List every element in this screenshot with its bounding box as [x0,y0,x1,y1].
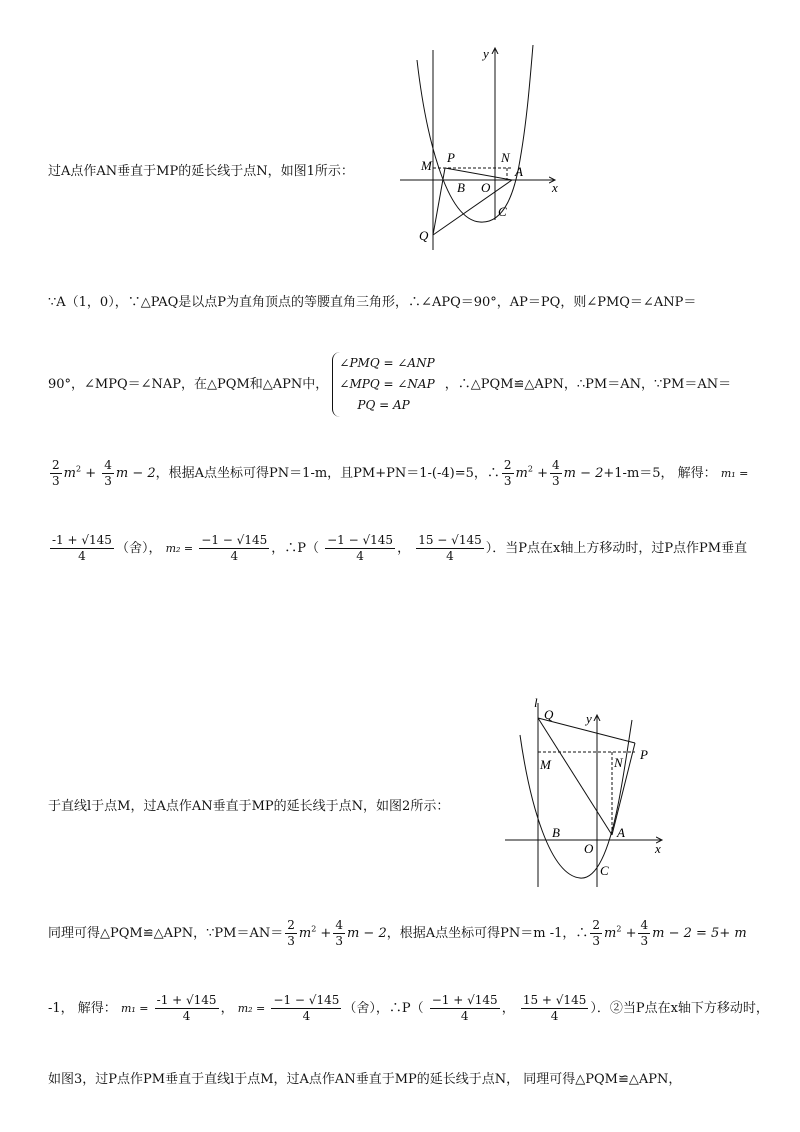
paragraph-line-6: 于直线l于点M，过A点作AN垂直于MP的延长线于点N，如图2所示： [48,799,450,814]
line3-pre: 90°，∠MPQ＝∠NAP，在△PQM和△APN中， [48,377,329,392]
exp-2-b: 2 [527,464,533,474]
system-eq-1: ∠PMQ = ∠ANP [339,356,435,370]
fraction-4-3: $\frac{4}{3}$ [104,458,112,488]
fig1-label-n: N [501,150,510,165]
m1-label: m₁ = [720,467,749,480]
paragraph-line-2: ∵A（1，0），∵△PAQ是以点P为直角顶点的等腰直角三角形，∴∠APQ＝90°，AP＝PQ，则∠PMQ＝∠ANP＝ [48,295,697,310]
line7-mid: ，根据A点坐标可得PN＝m -1，∴ [386,926,589,941]
fig2-parabola [520,720,632,878]
fig2-label-b: B [552,825,560,840]
l8-frac-m2: $\frac{-1 - √145}{4}$ [273,993,340,1023]
fig1-label-c: C [498,204,507,219]
fig2-label-a: A [617,825,625,840]
frac-m1: $\frac{-1 + √145}{4}$ [52,533,112,563]
frac-m2: $\frac{-1 - √145}{4}$ [201,533,268,563]
reject-1: （舍）， [115,541,162,556]
expr-tail-b: m − 2 [563,466,604,481]
line4-text2: +1-m＝5， 解得： [603,466,717,481]
fig1-label-o: O [481,180,491,195]
fraction-4-3b: $\frac{4}{3}$ [551,458,560,488]
fig2-label-o: O [584,841,594,856]
l7-frac-b: $\frac{4}{3}$ [335,918,343,948]
fig2-label-n: N [614,755,623,770]
comma-1: ， [397,541,411,556]
paragraph-line-3 [48,352,731,417]
fig2-label-x: x [655,841,661,856]
l8-m2-label: m₂ = [237,1002,266,1015]
fig2-label-l: l [534,695,538,710]
fig1-label-y: y [483,46,489,61]
var-m-b: m [515,466,528,481]
paragraph-line-5 [48,533,747,564]
l8-tail: ）．②当P点在x轴下方移动时， [590,1001,769,1016]
line5-tail: ）．当P点在x轴上方移动时，过P点作PM垂直 [485,541,748,556]
fig2-label-q: Q [544,707,554,722]
line7-post: = 5+ m [696,926,747,941]
l7-plus2: + [625,926,637,941]
equation-system [332,352,440,417]
fig1-label-q: Q [419,228,429,243]
l7-tail-expr: m − 2 [346,926,387,941]
l8-frac-m1: $\frac{-1 + √145}{4}$ [156,993,217,1023]
l7-frac-a: $\frac{2}{3}$ [287,918,295,948]
expr-tail: m − 2 [115,466,156,481]
system-eq-2: ∠MPQ = ∠NAP [339,377,435,391]
l8-m1-label: m₁ = [120,1002,149,1015]
l7-frac-c: $\frac{2}{3}$ [592,918,601,948]
fig2-label-p: P [640,747,648,762]
var-m: m [63,466,76,481]
l7-exp: 2 [311,924,317,934]
parabola [417,45,533,222]
segment-pa [445,168,512,180]
figure-1 [395,40,575,255]
fig2-label-c: C [600,863,609,878]
plus-sign: + [85,466,97,481]
paragraph-line-8: -1， 解得： m₁ = $\frac{-1 + √145}{4}$ ， m₂ = $\frac{-1 - √145}{4}$ （舍），∴P（ $\frac{-1 + √145}{4}$ ， $\frac{15 + √145}{4}$ ）．②当P点在x轴下方移动时， [48,993,769,1023]
fig2-label-m: M [540,757,551,772]
paragraph-line-4 [48,458,748,489]
m2-label: m₂ = [165,542,194,555]
line8-pre: -1， 解得： [48,1001,117,1016]
l7-var-m: m [298,926,312,941]
fig2-label-y: y [586,711,592,726]
l7-plus: + [320,926,332,941]
line4-text1: ，根据A点坐标可得PN＝1-m，且PM+PN＝1-(-4)=5，∴ [155,466,500,481]
exp-2: 2 [75,464,82,474]
l7-frac-d: $\frac{4}{3}$ [640,918,649,948]
line3-post: ，∴△PQM≌△APN，∴PM＝AN，∵PM＝AN＝ [444,377,732,392]
p-label: ，∴P（ [271,541,319,556]
l7-exp2: 2 [616,924,622,934]
fraction-2-3: $\frac{2}{3}$ [52,458,60,488]
l8-frac-px: $\frac{-1 + √145}{4}$ [431,993,498,1023]
l7-tail-expr2: m − 2 [652,926,692,941]
fraction-2-3b: $\frac{2}{3}$ [503,458,512,488]
figure-2 [500,695,675,895]
plus-sign-b: + [537,466,548,481]
fig1-label-x: x [552,180,558,195]
paragraph-line-9: 如图3，过P点作PM垂直于直线l于点M，过A点作AN垂直于MP的延长线于点N， 同理可得△PQM≌△APN， [48,1072,682,1087]
fig2-segment-qa [538,718,612,835]
l8-reject: （舍），∴P（ [343,1001,424,1016]
fig1-label-p: P [447,150,455,165]
line7-pre: 同理可得△PQM≌△APN，∵PM＝AN＝ [48,926,284,941]
frac-py: $\frac{15 - √145}{4}$ [418,533,482,563]
paragraph-line-1: 过A点作AN垂直于MP的延长线于点N，如图1所示： [48,164,354,179]
fig1-label-m: M [421,158,432,173]
fig1-label-a: A [515,164,523,179]
l8-frac-py: $\frac{15 + √145}{4}$ [522,993,587,1023]
segment-pq [433,168,445,235]
l7-var-m2: m [604,926,617,941]
fig1-label-b: B [457,180,465,195]
frac-px: $\frac{-1 - √145}{4}$ [327,533,394,563]
paragraph-line-7 [48,918,747,949]
system-eq-3: PQ = AP [357,398,410,412]
